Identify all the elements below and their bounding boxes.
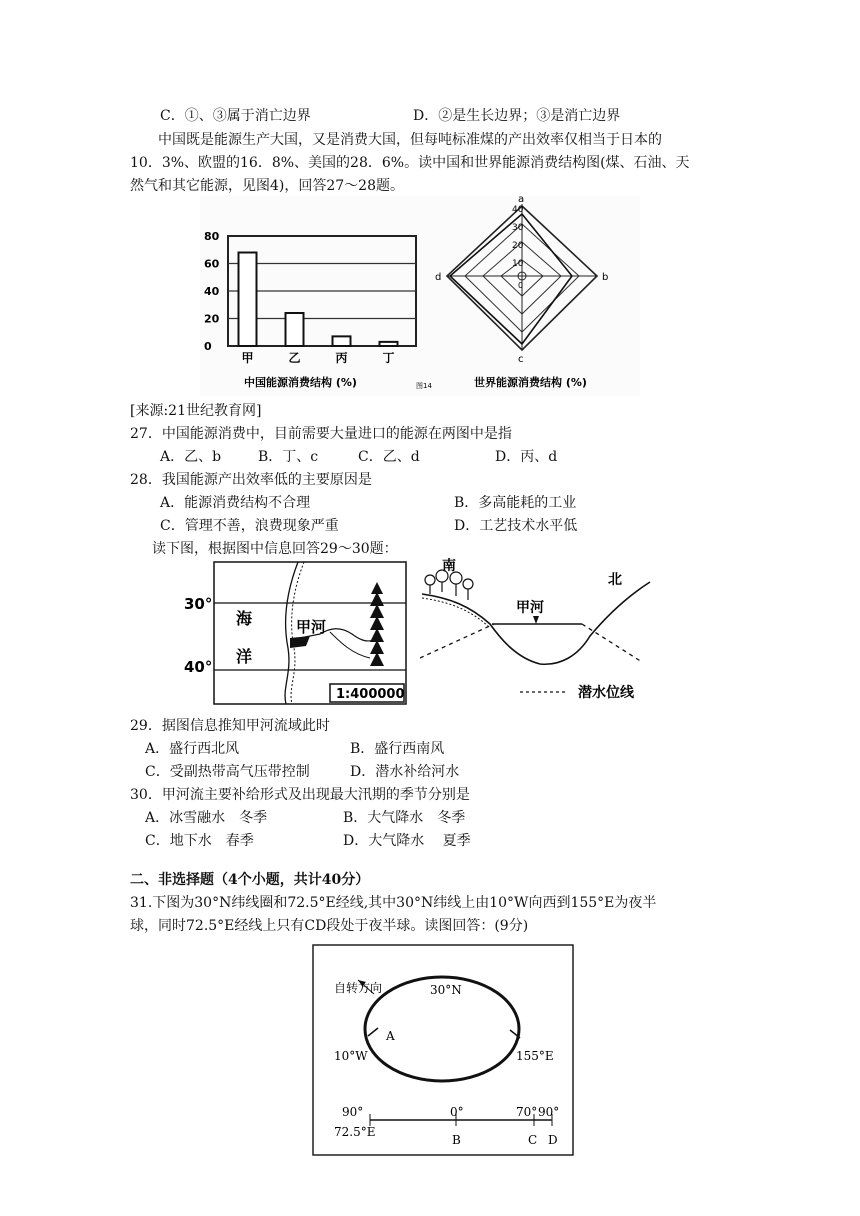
tick-70: 70° — [516, 1105, 538, 1119]
map-river-label: 甲河 — [296, 618, 327, 636]
q28-option-a: A．能源消费结构不合理 — [160, 495, 311, 511]
q30-stem: 30．甲河流主要补给形式及出现最大汛期的季节分别是 — [130, 787, 470, 803]
bar-ytick-label: 80 — [204, 230, 220, 243]
q28-option-b: B．多高能耗的工业 — [454, 495, 577, 511]
bar-category-label: 丙 — [335, 351, 348, 365]
bar-3 — [333, 336, 351, 346]
river-map — [170, 558, 410, 708]
point-a-label: A — [386, 1029, 395, 1043]
bar-4 — [380, 342, 398, 346]
q28-option-c: C．管理不善，浪费现象严重 — [160, 518, 339, 534]
bar-2 — [286, 313, 304, 346]
radar-tick-0: 0 — [518, 281, 524, 290]
q29-option-d: D．潜水补给河水 — [350, 764, 460, 780]
radar-vertex-a: a — [518, 196, 525, 205]
q27-option-b: B．丁、c — [258, 449, 319, 465]
east-155e-label: 155°E — [516, 1049, 554, 1063]
bar-category-label: 丁 — [382, 351, 395, 365]
river-cross-section — [420, 558, 660, 708]
radar-tick-30: 30 — [512, 223, 524, 233]
bar-ytick-label: 60 — [204, 257, 220, 271]
map-lat-30: 30° — [184, 595, 213, 613]
bar-ytick-label: 20 — [204, 312, 220, 326]
q31-line-2: 球，同时72.5°E经线上只有CD段处于夜半球。读图回答：(9分) — [130, 918, 529, 934]
bar-1 — [239, 253, 257, 347]
radar-tick-20: 20 — [512, 241, 524, 251]
intro-line-2: 10．3%、欧盟的16．8%、美国的28．6%。读中国和世界能源消费结构图(煤、石油、天 — [130, 155, 690, 171]
section-river: 甲河 — [516, 600, 544, 616]
q30-option-b: B．大气降水 冬季 — [343, 810, 466, 826]
q26-option-d: D．②是生长边界；③是消亡边界 — [413, 108, 621, 124]
map-scale: 1:400000 — [336, 687, 405, 702]
q27-option-c: C．乙、d — [358, 449, 420, 465]
bar-category-label: 乙 — [288, 351, 301, 365]
intro-29-30: 读下图，根据图中信息回答29～30题： — [152, 541, 398, 557]
intro-line-3: 然气和其它能源，见图4)，回答27～28题。 — [130, 178, 404, 194]
west-10w-label: 10°W — [334, 1049, 368, 1063]
radar-vertex-c: c — [518, 354, 524, 365]
map-lat-40: 40° — [184, 658, 213, 676]
meridian-label: 72.5°E — [334, 1125, 376, 1139]
radar-chart-caption: 世界能源消费结构 (%) — [474, 376, 587, 389]
q30-option-c: C．地下水 春季 — [145, 833, 254, 849]
tick-90-right: 90° — [538, 1105, 560, 1119]
lat-30n-label: 30°N — [430, 983, 462, 997]
q29-option-c: C．受副热带高气压带控制 — [145, 764, 310, 780]
latitude-figure — [312, 944, 574, 1156]
q29-option-b: B．盛行西南风 — [350, 741, 445, 757]
point-c-label: C — [528, 1133, 538, 1147]
q30-option-a: A．冰雪融水 冬季 — [145, 810, 268, 826]
map-ocean-1: 海 — [236, 609, 253, 628]
q28-option-d: D．工艺技术水平低 — [454, 518, 578, 534]
tick-0: 0° — [450, 1105, 464, 1119]
q28-stem: 28．我国能源产出效率低的主要原因是 — [130, 472, 372, 488]
q26-option-c: C．①、③属于消亡边界 — [160, 108, 311, 124]
q30-option-d: D．大气降水 夏季 — [343, 833, 471, 849]
point-b-label: B — [452, 1133, 461, 1147]
intro-line-1: 中国既是能源生产大国，又是消费大国，但每吨标准煤的产出效率仅相当于日本的 — [158, 132, 662, 148]
bar-chart-caption: 中国能源消费结构 (%) — [244, 376, 357, 389]
part2-heading: 二、非选择题（4个小题，共计40分） — [130, 872, 370, 888]
section-south: 南 — [442, 558, 456, 574]
map-ocean-2: 洋 — [236, 647, 253, 666]
q31-line-1: 31.下图为30°N纬线圈和72.5°E经线,其中30°N纬线上由10°W向西到155°E为夜半 — [130, 895, 657, 911]
rotation-label: 自转方向 — [334, 981, 383, 995]
q27-stem: 27．中国能源消费中，目前需要大量进口的能源在两图中是指 — [130, 426, 512, 442]
figure-14 — [200, 196, 640, 396]
q27-option-d: D．丙、d — [495, 449, 558, 465]
q27-option-a: A．乙、b — [160, 449, 222, 465]
tick-90-left: 90° — [342, 1105, 364, 1119]
radar-vertex-d: d — [435, 272, 442, 283]
q29-option-a: A．盛行西北风 — [145, 741, 240, 757]
source-note: [来源:21世纪教育网] — [130, 403, 262, 419]
section-legend: 潜水位线 — [578, 685, 634, 701]
bar-ytick-label: 40 — [204, 285, 220, 298]
section-north: 北 — [608, 572, 622, 588]
bar-category-label: 甲 — [241, 351, 254, 365]
bar-ytick-label: 0 — [204, 340, 212, 353]
radar-vertex-b: b — [602, 272, 609, 283]
radar-tick-40: 40 — [512, 205, 524, 215]
radar-tick-10: 10 — [512, 259, 524, 269]
q29-stem: 29．据图信息推知甲河流域此时 — [130, 718, 330, 734]
point-d-label: D — [548, 1133, 558, 1147]
figure-label: 图14 — [416, 382, 432, 390]
